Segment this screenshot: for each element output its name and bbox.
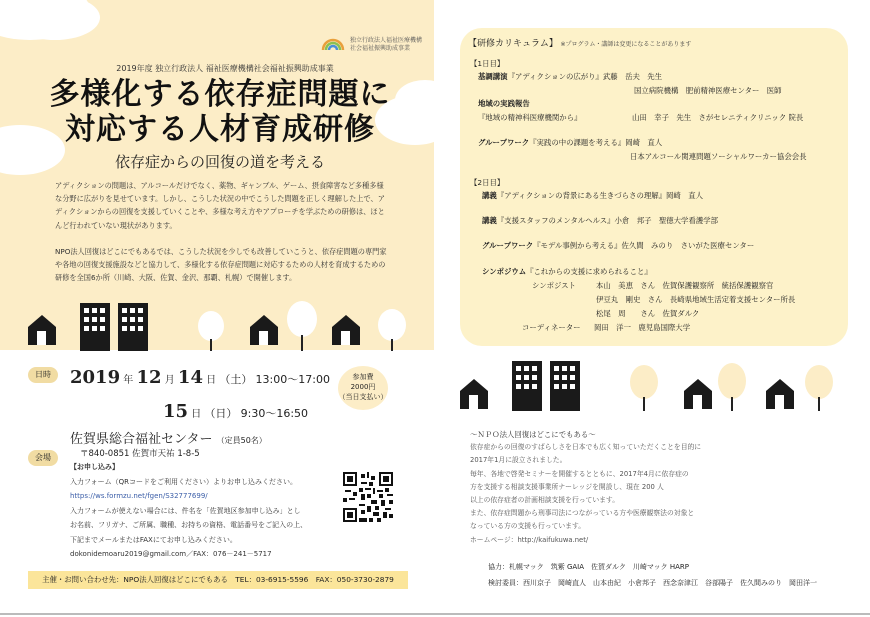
d1-group-title: 『実践の中の課題を考える』岡崎 直人	[529, 138, 663, 147]
venue-label: 会場	[28, 450, 58, 466]
sym-title: 『これからの支援に求められること』	[526, 267, 652, 276]
date-day2	[163, 401, 308, 422]
cooperation: 協力：札幌マック 筑紫 GAIA 佐賀ダルク 川崎マック HARP	[488, 563, 689, 571]
building-icon	[550, 361, 580, 411]
keynote-affiliation: 国立病院機構 肥前精神医療センター 医師	[634, 86, 782, 95]
day2-weekday: （日）	[204, 407, 238, 420]
credits	[488, 559, 817, 591]
house-icon	[682, 377, 714, 409]
day2-day-unit: 日	[191, 409, 202, 420]
day1-time: 13:00～17:00	[255, 373, 330, 386]
l1-title: 『アディクションの背景にある生きづらさの理解』岡崎 直人	[496, 191, 703, 200]
symposist-2: 伊豆丸 剛史 さん 長崎県地域生活定着支援センター所長	[596, 295, 796, 304]
house-icon	[26, 313, 58, 345]
application-info	[70, 460, 340, 562]
npo-line1: 依存症からの回復のすばらしさを日本でも広く知っていただくことを目的に	[470, 443, 702, 452]
npo-heading: ～ＮＰＯ法人回復はどこにでもある～	[470, 430, 596, 439]
tree-icon	[630, 365, 658, 399]
coordinator-role: コーディネーター	[522, 323, 581, 332]
date-label: 日時	[28, 367, 58, 383]
npo-line7: なっている方の支援も行っています。	[470, 522, 586, 531]
page-subtitle: 依存症からの回復の道を考える	[114, 153, 325, 171]
house-icon	[764, 377, 796, 409]
npo-line5: 以上の依存症者の計画相談支援を行っています。	[470, 496, 619, 505]
npo-homepage-link[interactable]: ホームページ：http://kaifukuwa.net/	[470, 535, 589, 544]
day2-symposium	[482, 266, 652, 277]
page-title	[20, 77, 420, 147]
day2-label: 【2日目】	[470, 178, 505, 187]
apply-line3: お名前、フリガナ、ご所属、職種、お持ちの資格、電話番号をご記入の上、	[70, 521, 308, 529]
d1-group-affiliation: 日本アルコール関連問題ソーシャルワーカー協会会長	[630, 152, 807, 161]
venue	[70, 428, 267, 447]
curriculum-note: ※プログラム・講師は変更になることがあります	[560, 41, 692, 48]
bottom-divider	[0, 613, 870, 615]
building-icon	[80, 303, 110, 351]
tree-icon	[718, 363, 746, 399]
day1-year-unit: 年	[123, 375, 134, 386]
npo-line4: 方を支援する相談支援事業所ナーレッジを開設し、現在 200 人	[470, 482, 664, 491]
org-logo-line2: 社会福祉振興助成事業	[350, 45, 411, 52]
keynote-title: 『アディクションの広がり』武藤 岳夫 先生	[507, 72, 663, 81]
apply-line1: 入力フォーム（QRコードをご利用ください）よりお申し込みください。	[70, 477, 298, 486]
fee-label: 参加費	[352, 373, 374, 381]
report-speaker: 山田 幸子 先生 さがセレニティクリニック 院長	[632, 113, 804, 122]
tree-icon	[287, 301, 317, 337]
tree-icon	[198, 311, 224, 341]
l2-kind: 講義	[482, 216, 497, 225]
sym-kind: シンポジウム	[482, 267, 527, 276]
day2-lecture2	[482, 215, 718, 226]
day2-day: 15	[163, 401, 189, 422]
day2-lecture1	[482, 190, 703, 201]
apply-line4: 下記までメールまたはFAXにてお申し込みください。	[70, 535, 237, 544]
org-logo-line1: 独立行政法人福祉医療機構	[350, 37, 423, 44]
fee-note: （当日支払い）	[338, 393, 388, 401]
date-day1	[70, 367, 330, 388]
day1-label: 【1日目】	[470, 59, 505, 68]
day1-month-unit: 月	[164, 375, 175, 386]
committee: 検討委員：西川京子 岡崎直人 山本由紀 小倉邦子 西念奈津江 谷部陽子 佐久間みのり 岡田洋一	[488, 579, 817, 587]
venue-capacity: （定員50名）	[216, 436, 267, 445]
org-logo-text	[350, 37, 430, 53]
fee-badge	[338, 366, 388, 410]
l2-title: 『支援スタッフのメンタルヘルス』小倉 邦子 聖徳大学看護学部	[496, 216, 719, 225]
keynote-kind: 基調講演	[478, 72, 508, 81]
intro-paragraph-2: NPO法人回復はどこにでもあるでは、こうした状況を少しでも改善していこうと、依存症問題の専門家や各地の回復支援施設などと協力して、多様化する依存症問題に対応するための人材を育成するための研修を全国6か所（川崎、大阪、佐賀、金沢、那覇、札幌）で開催します。	[55, 247, 387, 283]
intro-paragraph-1: アディクションの問題は、アルコールだけでなく、薬物、ギャンブル、ゲーム、摂食障害など多種多様な分野に広がりを見せています。しかし、こうした状況の中でこうした問題を正しく理解した上で、アディクションからの回復を支援していくことや、多様な考え方やアプローチを学ぶための研修は、ほとんど行われていない現状があります。	[55, 181, 385, 230]
npo-line6: また、依存症問題から刑事司法につながっている方や医療観察法の対象と	[470, 509, 695, 518]
apply-line2: 入力フォームが使えない場合には、件名を「佐賀地区参加申し込み」とし	[70, 506, 301, 515]
subsidy-line: 2019年度 独立行政法人 福祉医療機構社会福祉振興助成事業	[116, 64, 334, 73]
building-icon	[118, 303, 148, 351]
fee-amount: 2000円	[350, 383, 376, 391]
d2-group-kind: グループワーク	[482, 241, 534, 250]
house-icon	[330, 313, 362, 345]
npo-description	[470, 428, 810, 547]
d2-group-title: 『モデル事例から考える』佐久間 みのり さいがた医療センター	[533, 241, 755, 250]
title-line1: 多様化する依存症問題に	[49, 77, 391, 112]
symposist-role: シンポジスト	[532, 281, 576, 290]
day1-groupwork	[478, 137, 662, 148]
day1-month: 12	[136, 367, 162, 388]
apply-form-link[interactable]: https://ws.formzu.net/fgen/S32777699/	[70, 492, 208, 500]
qr-code-icon[interactable]	[343, 472, 393, 522]
right-skyline	[450, 355, 870, 415]
l1-kind: 講義	[482, 191, 497, 200]
d1-group-kind: グループワーク	[478, 138, 530, 147]
wam-logo-icon	[320, 34, 346, 54]
report-title: 『地域の精神科医療機関から』	[478, 113, 582, 122]
organizer-contact: 主催・お問い合わせ先：NPO法人回復はどこにでもある TEL：03-6915-5596 FAX：050-3730-2879	[28, 571, 408, 589]
curriculum-title: 【研修カリキュラム】	[468, 39, 558, 49]
npo-line3: 毎年、各地で啓発セミナーを開催するとともに、2017年4月に依存症の	[470, 469, 689, 478]
title-line2: 対応する人材育成研修	[65, 112, 375, 147]
day1-day: 14	[177, 367, 203, 388]
npo-line2: 2017年1月に設立されました。	[470, 456, 567, 465]
report-kind: 地域の実践報告	[478, 99, 530, 108]
house-icon	[248, 313, 280, 345]
day1-keynote	[478, 71, 662, 82]
curriculum-heading	[468, 36, 691, 49]
tree-icon	[805, 365, 833, 399]
symposist-3: 松尾 周 さん 佐賀ダルク	[596, 309, 700, 318]
venue-name: 佐賀県総合福祉センター	[70, 432, 213, 447]
house-icon	[458, 377, 490, 409]
apply-contact-email: dokonidemoaru2019@gmail.com／FAX：076－241－5717	[70, 550, 272, 558]
tree-icon	[378, 309, 406, 341]
symposist-1: 本山 美恵 さん 佐賀保護観察所 統括保護観察官	[596, 281, 774, 290]
day1-weekday: （土）	[219, 373, 253, 386]
day1-year: 2019	[70, 367, 121, 388]
coordinator-name: 岡田 洋一 鹿児島国際大学	[594, 323, 691, 332]
day2-time: 9:30～16:50	[240, 407, 309, 420]
day1-day-unit: 日	[206, 375, 217, 386]
apply-heading: 【お申し込み】	[70, 463, 119, 471]
venue-address: 〒840-0851 佐賀市天祐 1-8-5	[80, 449, 200, 459]
building-icon	[512, 361, 542, 411]
day2-groupwork	[482, 240, 754, 251]
left-skyline	[0, 295, 434, 351]
